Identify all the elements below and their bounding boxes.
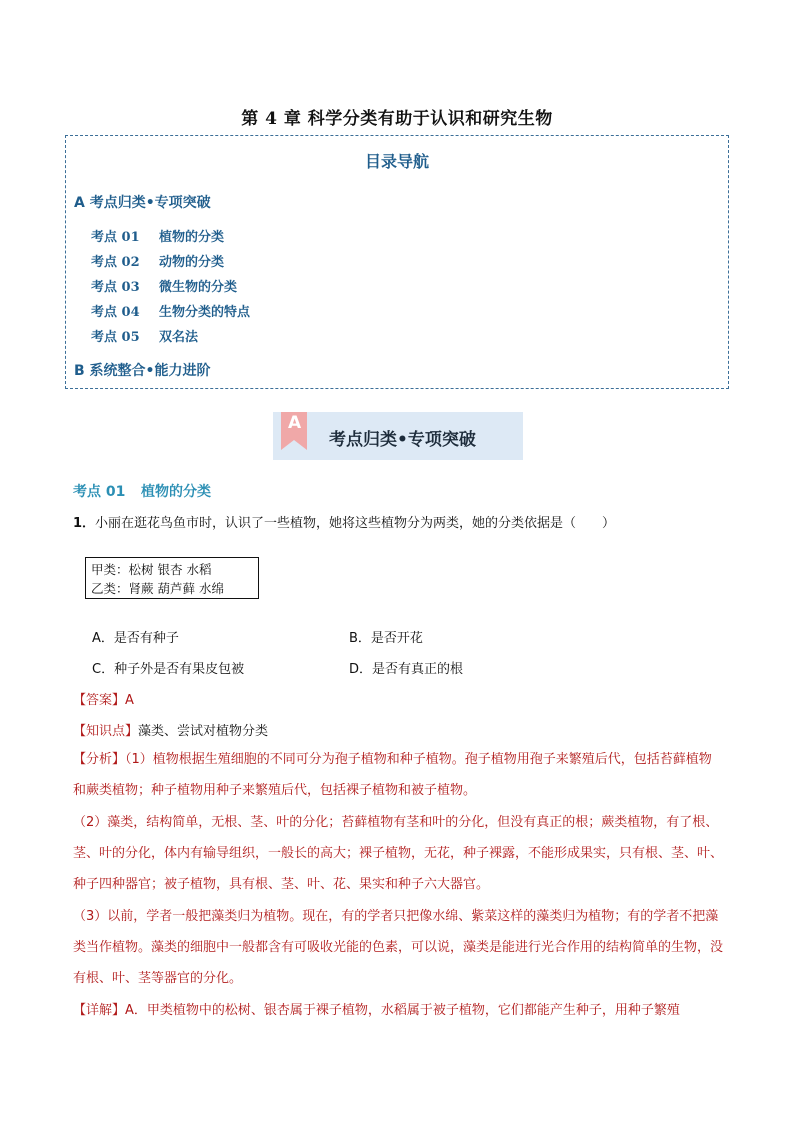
toc-item-05[interactable] — [91, 326, 198, 345]
option-a[interactable]: A．是否有种子 — [92, 631, 179, 646]
section-title: 植物的分类 — [141, 484, 211, 500]
toc-item-code: 考点 02 — [91, 255, 140, 270]
toc-item-01[interactable] — [91, 226, 224, 245]
box-line-1: 甲类：松树 银杏 水稻 — [91, 562, 212, 577]
detail-tag: 【详解】 — [73, 1003, 126, 1018]
toc-heading: 目录导航 — [364, 152, 429, 171]
knowledge-tag: 【知识点】 — [73, 724, 139, 739]
knowledge-line — [73, 720, 268, 739]
question-number: 1． — [73, 516, 96, 531]
analysis-tag: 【分析】 — [73, 752, 126, 767]
banner-letter: A — [288, 413, 302, 433]
option-b[interactable]: B．是否开花 — [349, 631, 423, 646]
banner-ribbon-icon — [281, 412, 307, 450]
toc-item-code: 考点 05 — [91, 330, 140, 345]
question-text: 小丽在逛花鸟鱼市时，认识了一些植物，她将这些植物分为两类，她的分类依据是（ ） — [95, 516, 616, 531]
question-stem — [73, 512, 615, 531]
toc-section-a[interactable]: A 考点归类•专项突破 — [74, 195, 211, 211]
analysis-paragraph-3: （3）以前，学者一般把藻类归为植物。现在，有的学者只把像水绵、紫菜这样的藻类归为植物；有的学者不把藻类当作植物。藻类的细胞中一般都含有可吸收光能的色素，可以说，藻类是能进行光合作用的结构简单的生物，没有根、叶、茎等器官的分化。 — [73, 909, 724, 986]
banner-title: 考点归类•专项突破 — [329, 430, 476, 450]
toc-item-03[interactable] — [91, 276, 237, 295]
detail-paragraph — [73, 995, 723, 1026]
answer-value: A — [125, 693, 134, 708]
analysis-text-1: （1）植物根据生殖细胞的不同可分为孢子植物和种子植物。孢子植物用孢子来繁殖后代，包括苔藓植物和蕨类植物；种子植物用种子来繁殖后代，包括裸子植物和被子植物。 — [73, 752, 712, 798]
question-figure-box — [85, 557, 259, 599]
option-d[interactable]: D．是否有真正的根 — [349, 662, 464, 677]
answer-line — [73, 689, 134, 708]
toc-section-b[interactable]: B 系统整合•能力进阶 — [74, 363, 211, 379]
section-code: 考点 01 — [73, 484, 126, 500]
analysis-paragraph-2: （2）藻类，结构简单，无根、茎、叶的分化；苔藓植物有茎和叶的分化，但没有真正的根；蕨类植物，有了根、茎、叶的分化，体内有输导组织，一般长的高大；裸子植物，无花，种子裸露，不能形成果实，只有根、茎、叶、种子四种器官；被子植物，具有根、茎、叶、花、果实和种子六大器官。 — [73, 815, 724, 892]
box-line-2: 乙类：肾蕨 葫芦藓 水绵 — [91, 581, 224, 596]
toc-item-code: 考点 03 — [91, 280, 140, 295]
section-banner — [273, 412, 523, 460]
toc-item-label: 生物分类的特点 — [159, 305, 251, 320]
toc-item-label: 双名法 — [159, 330, 199, 345]
toc-item-label: 植物的分类 — [159, 230, 225, 245]
chapter-title: 第 4 章 科学分类有助于认识和研究生物 — [241, 109, 553, 129]
toc-item-code: 考点 01 — [91, 230, 140, 245]
detail-text: A．甲类植物中的松树、银杏属于裸子植物，水稻属于被子植物，它们都能产生种子，用种子繁殖 — [125, 1003, 680, 1018]
answer-tag: 【答案】 — [73, 693, 126, 708]
option-c[interactable]: C．种子外是否有果皮包被 — [92, 662, 245, 677]
toc-item-04[interactable] — [91, 301, 250, 320]
toc-item-02[interactable] — [91, 251, 224, 270]
toc-item-label: 微生物的分类 — [159, 280, 238, 295]
analysis-paragraph-1 — [73, 744, 723, 806]
section-heading — [73, 481, 211, 501]
toc-item-label: 动物的分类 — [159, 255, 225, 270]
table-of-contents — [65, 135, 729, 389]
toc-item-code: 考点 04 — [91, 305, 140, 320]
knowledge-text: 藻类、尝试对植物分类 — [138, 724, 269, 739]
